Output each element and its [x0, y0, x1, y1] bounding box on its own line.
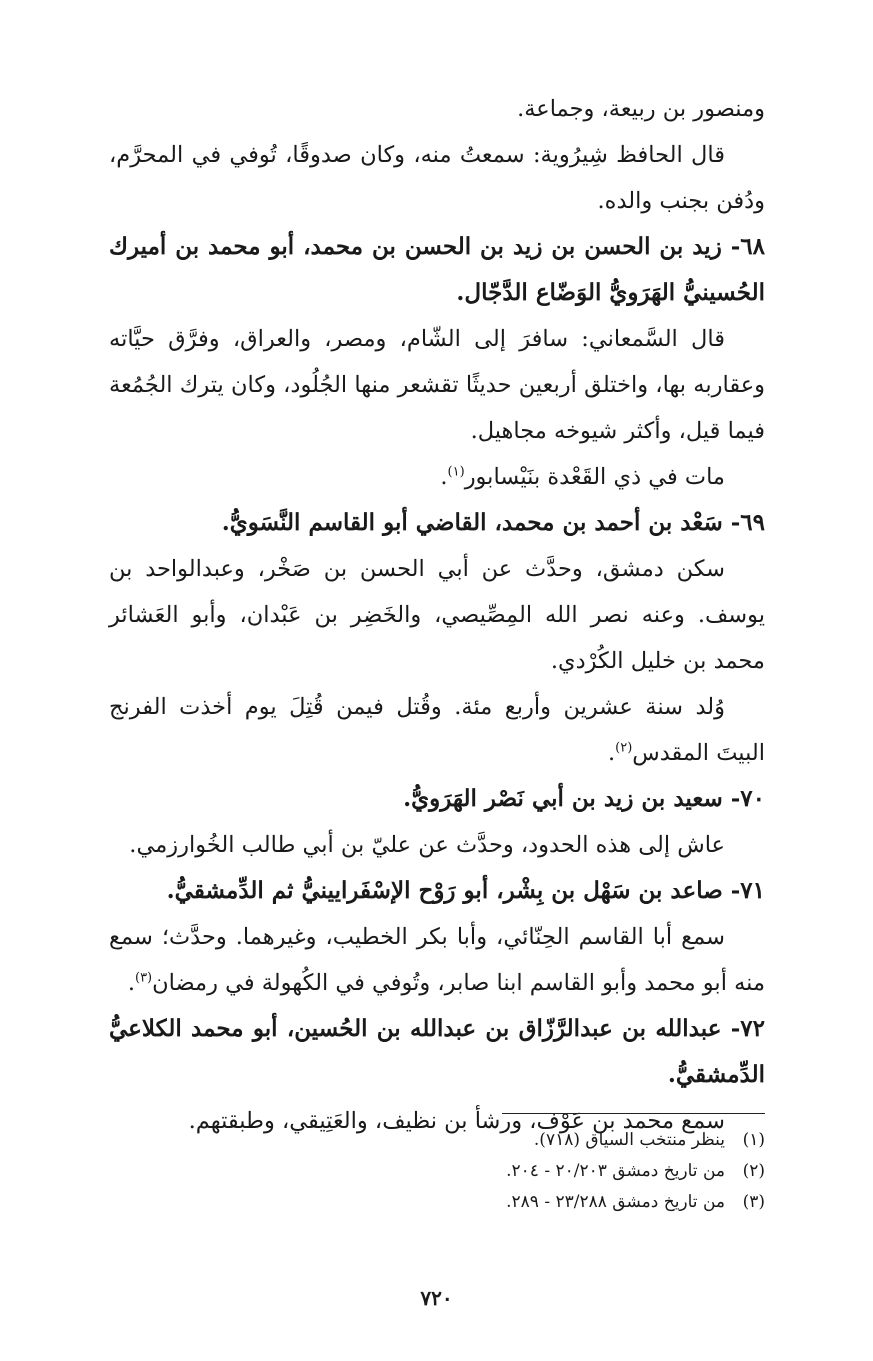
- page-number: ٧٢٠: [420, 1286, 453, 1310]
- paragraph-continuation: ومنصور بن ربيعة، وجماعة.: [517, 96, 765, 122]
- footnote-divider: [502, 1113, 765, 1114]
- paragraph-birth-killed: وُلد سنة عشرين وأربع مئة. وقُتل فيمن قُتِلَ يوم أخذت الفرنج البيتَ المقدس$^{(٢)}$.: [109, 694, 765, 766]
- footnote-ref-1: (١): [447, 464, 465, 480]
- footnote-3: (٣)من تاريخ دمشق ٢٣/٢٨٨ - ٢٨٩.: [506, 1192, 765, 1212]
- entry-heading-72: ٧٢- عبدالله بن عبدالرَّزّاق بن عبدالله بن الحُسين، أبو محمد الكلاعيُّ الدِّمشقيُّ.: [109, 1015, 765, 1088]
- entry-heading-69: ٦٩- سَعْد بن أحمد بن محمد، القاضي أبو القاسم النَّسَويُّ.: [221, 509, 765, 536]
- footnote-1: (١)ينظر منتخب السياق (٧١٨).: [533, 1130, 765, 1150]
- paragraph-damascus: سكن دمشق، وحدَّث عن أبي الحسن بن صَخْر، وعبدالواحد بن يوسف. وعنه نصر الله المِصِّيصي، والخَضِر بن عَبْدان، وأبو العَشائر محمد بن خليل الكُرْدي.: [109, 556, 765, 674]
- main-text: [109, 86, 765, 1144]
- entry-heading-71: ٧١- صاعد بن سَهْل بن بِشْر، أبو رَوْح الإسْفَرايينيُّ ثم الدِّمشقيُّ.: [166, 877, 765, 904]
- paragraph-death-nishapur: مات في ذي القَعْدة بنَيْسابور$^{(١)}$.: [440, 464, 725, 490]
- paragraph-samani-quote: قال السَّمعاني: سافرَ إلى الشّام، ومصر، والعراق، وفرَّق حيَّاته وعقاربه بها، واختلق أربعين حديثًا تقشعر منها الجُلُود، وكان يترك الجُمُعة فيما قيل، وأكثر شيوخه مجاهيل.: [109, 326, 765, 444]
- paragraph-lived: عاش إلى هذه الحدود، وحدَّث عن عليّ بن أبي طالب الخُوارزمي.: [129, 832, 725, 858]
- paragraph-shiruya-quote: قال الحافظ شِيرُوية: سمعتُ منه، وكان صدوقًا، تُوفي في المحرَّم، ودُفن بجنب والده.: [109, 142, 765, 214]
- entry-heading-68: ٦٨- زيد بن الحسن بن زيد بن الحسن بن محمد، أبو محمد بن أميرك الحُسينيُّ الهَرَويُّ الوَضّاع الدَّجّال.: [109, 233, 765, 306]
- footnote-2: (٢)من تاريخ دمشق ٢٠/٢٠٣ - ٢٠٤.: [506, 1161, 765, 1181]
- footnotes: [109, 1125, 765, 1218]
- footnote-ref-2: (٢): [615, 740, 633, 756]
- paragraph-heard: سمع أبا القاسم الحِنّائي، وأبا بكر الخطيب، وغيرهما. وحدَّث؛ سمع منه أبو محمد وأبو القاسم ابنا صابر، وتُوفي في الكُهولة في رمضان$^{(٣)}$.: [109, 924, 765, 996]
- footnote-ref-3: (٣): [134, 970, 153, 986]
- entry-heading-70: ٧٠- سعيد بن زيد بن أبي نَصْر الهَرَويُّ.: [403, 785, 765, 812]
- paragraph-heard-2: سمع محمد بن عَوْف، ورشأ بن نظيف، والعَتِيقي، وطبقتهم.: [188, 1108, 725, 1134]
